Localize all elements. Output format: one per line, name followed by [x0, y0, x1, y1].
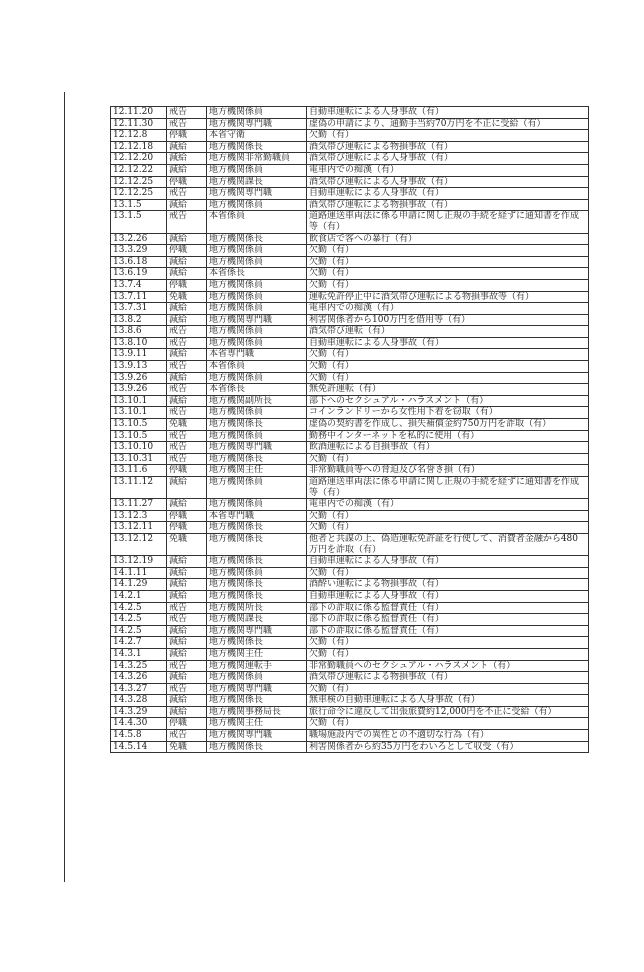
record-date: 12.11.20 — [111, 107, 167, 119]
record-date: 12.12.22 — [111, 164, 167, 176]
record-penalty: 戒告 — [167, 188, 207, 200]
record-description: 酒気帯び運転による物損事故（有） — [307, 672, 589, 684]
record-date: 13.12.3 — [111, 510, 167, 522]
record-description: 他者と共謀の上、偽造運転免許証を行使して、消費者金融から480万円を詐取（有） — [307, 533, 589, 555]
record-row — [111, 188, 589, 200]
record-description: 欠勤（有） — [307, 245, 589, 257]
record-position: 地方機関係長 — [207, 141, 307, 153]
record-date: 12.12.20 — [111, 153, 167, 165]
record-position: 地方機関係員 — [207, 256, 307, 268]
record-position: 本省専門職 — [207, 349, 307, 361]
record-penalty: 戒告 — [167, 407, 207, 419]
record-date: 13.1.5 — [111, 199, 167, 211]
record-description: 自動車運転による人身事故（有） — [307, 337, 589, 349]
record-penalty: 戒告 — [167, 660, 207, 672]
record-penalty: 停職 — [167, 718, 207, 730]
record-position: 地方機関係員 — [207, 291, 307, 303]
record-row — [111, 361, 589, 373]
record-penalty: 減給 — [167, 349, 207, 361]
record-row — [111, 465, 589, 477]
record-position: 地方機関係長 — [207, 637, 307, 649]
record-description: 自動車運転による人身事故（有） — [307, 590, 589, 602]
record-row — [111, 430, 589, 442]
record-date: 14.2.5 — [111, 625, 167, 637]
record-position: 地方機関係員 — [207, 164, 307, 176]
record-position: 地方機関係員 — [207, 407, 307, 419]
record-row — [111, 407, 589, 419]
record-row — [111, 533, 589, 555]
record-position: 地方機関係員 — [207, 672, 307, 684]
record-date: 13.10.1 — [111, 407, 167, 419]
record-row — [111, 372, 589, 384]
record-penalty: 減給 — [167, 625, 207, 637]
left-margin-rule — [64, 92, 65, 882]
record-description: 欠勤（有） — [307, 648, 589, 660]
record-penalty: 減給 — [167, 648, 207, 660]
record-row — [111, 499, 589, 511]
record-penalty: 停職 — [167, 465, 207, 477]
record-row — [111, 602, 589, 614]
record-penalty: 戒告 — [167, 730, 207, 742]
record-row — [111, 291, 589, 303]
record-date: 14.2.7 — [111, 637, 167, 649]
record-penalty: 戒告 — [167, 211, 207, 233]
record-date: 13.10.1 — [111, 395, 167, 407]
record-description: 電車内での痴漢（有） — [307, 164, 589, 176]
record-penalty: 減給 — [167, 706, 207, 718]
record-penalty: 減給 — [167, 695, 207, 707]
record-position: 地方機関係員 — [207, 326, 307, 338]
record-position: 本省係員 — [207, 361, 307, 373]
record-row — [111, 233, 589, 245]
record-description: 非常勤職員へのセクシュアル・ハラスメント（有） — [307, 660, 589, 672]
record-date: 14.3.28 — [111, 695, 167, 707]
record-date: 13.3.29 — [111, 245, 167, 257]
record-description: 虚偽の申請により、通勤手当約70万円を不正に受給（有） — [307, 118, 589, 130]
record-position: 地方機関専門職 — [207, 314, 307, 326]
record-row — [111, 153, 589, 165]
record-row — [111, 695, 589, 707]
record-date: 13.9.26 — [111, 372, 167, 384]
record-date: 12.12.25 — [111, 188, 167, 200]
record-penalty: 減給 — [167, 233, 207, 245]
record-description: 酒酔い運転による物損事故（有） — [307, 579, 589, 591]
record-date: 14.1.11 — [111, 567, 167, 579]
record-date: 12.12.25 — [111, 176, 167, 188]
record-position: 地方機関事務局長 — [207, 706, 307, 718]
record-date: 14.4.30 — [111, 718, 167, 730]
record-row — [111, 199, 589, 211]
record-position: 地方機関係長 — [207, 533, 307, 555]
record-row — [111, 384, 589, 396]
record-position: 地方機関係長 — [207, 579, 307, 591]
record-date: 13.11.12 — [111, 477, 167, 499]
record-row — [111, 477, 589, 499]
record-row — [111, 741, 589, 753]
record-penalty: 減給 — [167, 477, 207, 499]
record-penalty: 戒告 — [167, 430, 207, 442]
record-description: 欠勤（有） — [307, 268, 589, 280]
record-description: 自動車運転による人身事故（有） — [307, 107, 589, 119]
record-description: 利害関係者から100万円を借用等（有） — [307, 314, 589, 326]
record-penalty: 戒告 — [167, 361, 207, 373]
record-date: 14.3.25 — [111, 660, 167, 672]
record-description: 無免許運転（有） — [307, 384, 589, 396]
record-date: 13.9.11 — [111, 349, 167, 361]
record-position: 地方機関主任 — [207, 465, 307, 477]
record-date: 12.11.30 — [111, 118, 167, 130]
record-date: 14.5.14 — [111, 741, 167, 753]
record-position: 地方機関専門職 — [207, 683, 307, 695]
record-row — [111, 522, 589, 534]
record-date: 14.5.8 — [111, 730, 167, 742]
record-date: 13.11.27 — [111, 499, 167, 511]
record-row — [111, 556, 589, 568]
record-position: 地方機関専門職 — [207, 442, 307, 454]
record-penalty: 減給 — [167, 164, 207, 176]
record-date: 13.7.11 — [111, 291, 167, 303]
record-position: 地方機関非常勤職員 — [207, 153, 307, 165]
record-penalty: 停職 — [167, 176, 207, 188]
record-position: 地方機関係員 — [207, 303, 307, 315]
record-penalty: 戒告 — [167, 683, 207, 695]
record-position: 地方機関専門職 — [207, 730, 307, 742]
record-description: 電車内での痴漢（有） — [307, 499, 589, 511]
record-position: 地方機関主任 — [207, 718, 307, 730]
record-row — [111, 130, 589, 142]
record-position: 地方機関係長 — [207, 233, 307, 245]
record-description: 自動車運転による人身事故（有） — [307, 556, 589, 568]
record-penalty: 停職 — [167, 245, 207, 257]
record-description: 欠勤（有） — [307, 349, 589, 361]
record-position: 地方機関係員 — [207, 107, 307, 119]
record-description: 運転免許停止中に酒気帯び運転による物損事故等（有） — [307, 291, 589, 303]
record-position: 地方機関係員 — [207, 567, 307, 579]
record-row — [111, 614, 589, 626]
record-row — [111, 245, 589, 257]
record-date: 13.1.5 — [111, 211, 167, 233]
record-date: 13.12.19 — [111, 556, 167, 568]
record-penalty: 戒告 — [167, 453, 207, 465]
record-penalty: 戒告 — [167, 337, 207, 349]
record-description: 自動車運転による人身事故（有） — [307, 188, 589, 200]
record-row — [111, 672, 589, 684]
record-date: 13.10.10 — [111, 442, 167, 454]
record-description: 道路運送車両法に係る申請に関し正規の手続を経ずに通知書を作成等（有） — [307, 211, 589, 233]
disciplinary-records-table — [110, 106, 589, 753]
record-row — [111, 567, 589, 579]
record-row — [111, 118, 589, 130]
record-description: コインランドリーから女性用下着を窃取（有） — [307, 407, 589, 419]
record-position: 地方機関係員 — [207, 499, 307, 511]
record-row — [111, 164, 589, 176]
record-description: 部下の詐取に係る監督責任（有） — [307, 625, 589, 637]
record-position: 地方機関課長 — [207, 614, 307, 626]
record-penalty: 減給 — [167, 590, 207, 602]
record-row — [111, 648, 589, 660]
record-description: 酒気帯び運転による人身事故（有） — [307, 153, 589, 165]
record-description: 酒気帯び運転（有） — [307, 326, 589, 338]
record-description: 欠勤（有） — [307, 510, 589, 522]
record-penalty: 停職 — [167, 522, 207, 534]
record-penalty: 減給 — [167, 303, 207, 315]
record-description: 欠勤（有） — [307, 256, 589, 268]
record-date: 14.1.29 — [111, 579, 167, 591]
record-date: 13.10.31 — [111, 453, 167, 465]
record-description: 虚偽の契約書を作成し、損失補償金約750万円を詐取（有） — [307, 419, 589, 431]
record-date: 13.8.10 — [111, 337, 167, 349]
record-description: 欠勤（有） — [307, 453, 589, 465]
record-row — [111, 326, 589, 338]
record-date: 13.12.12 — [111, 533, 167, 555]
record-description: 部下へのセクシュアル・ハラスメント（有） — [307, 395, 589, 407]
record-row — [111, 590, 589, 602]
record-position: 本省係長 — [207, 384, 307, 396]
record-position: 地方機関課長 — [207, 176, 307, 188]
record-row — [111, 395, 589, 407]
record-date: 14.2.5 — [111, 614, 167, 626]
record-penalty: 戒告 — [167, 442, 207, 454]
record-row — [111, 579, 589, 591]
record-description: 無車検の自動車運転による人身事故（有） — [307, 695, 589, 707]
record-row — [111, 706, 589, 718]
record-description: 利害関係者から約35万円をわいろとして収受（有） — [307, 741, 589, 753]
record-row — [111, 419, 589, 431]
record-penalty: 戒告 — [167, 118, 207, 130]
record-penalty: 免職 — [167, 419, 207, 431]
record-date: 13.10.5 — [111, 419, 167, 431]
record-date: 13.11.6 — [111, 465, 167, 477]
record-row — [111, 510, 589, 522]
record-position: 地方機関係員 — [207, 337, 307, 349]
record-description: 欠勤（有） — [307, 130, 589, 142]
record-position: 地方機関係長 — [207, 695, 307, 707]
record-position: 地方機関係長 — [207, 590, 307, 602]
record-position: 地方機関係長 — [207, 741, 307, 753]
record-row — [111, 730, 589, 742]
record-penalty: 減給 — [167, 567, 207, 579]
record-position: 地方機関係員 — [207, 245, 307, 257]
record-description: 欠勤（有） — [307, 522, 589, 534]
record-row — [111, 718, 589, 730]
record-description: 非常勤職員等への脅迫及び名誉き損（有） — [307, 465, 589, 477]
record-date: 14.3.26 — [111, 672, 167, 684]
record-position: 本省守衛 — [207, 130, 307, 142]
record-description: 欠勤（有） — [307, 279, 589, 291]
record-date: 13.7.31 — [111, 303, 167, 315]
record-penalty: 停職 — [167, 130, 207, 142]
record-date: 13.9.26 — [111, 384, 167, 396]
record-date: 13.6.18 — [111, 256, 167, 268]
record-position: 地方機関係長 — [207, 453, 307, 465]
record-row — [111, 279, 589, 291]
record-penalty: 免職 — [167, 741, 207, 753]
record-position: 地方機関係員 — [207, 430, 307, 442]
record-row — [111, 141, 589, 153]
record-row — [111, 314, 589, 326]
record-penalty: 戒告 — [167, 326, 207, 338]
record-date: 13.8.6 — [111, 326, 167, 338]
record-date: 12.12.8 — [111, 130, 167, 142]
record-date: 14.3.1 — [111, 648, 167, 660]
record-row — [111, 256, 589, 268]
record-row — [111, 660, 589, 672]
record-penalty: 戒告 — [167, 384, 207, 396]
record-penalty: 停職 — [167, 279, 207, 291]
record-penalty: 減給 — [167, 256, 207, 268]
record-row — [111, 337, 589, 349]
record-penalty: 減給 — [167, 372, 207, 384]
record-date: 13.12.11 — [111, 522, 167, 534]
record-penalty: 免職 — [167, 291, 207, 303]
record-date: 14.2.1 — [111, 590, 167, 602]
record-position: 地方機関運転手 — [207, 660, 307, 672]
record-position: 地方機関専門職 — [207, 188, 307, 200]
record-description: 道路運送車両法に係る申請に関し正規の手続を経ずに通知書を作成等（有） — [307, 477, 589, 499]
record-penalty: 減給 — [167, 314, 207, 326]
record-penalty: 戒告 — [167, 614, 207, 626]
record-row — [111, 303, 589, 315]
record-penalty: 戒告 — [167, 602, 207, 614]
record-penalty: 減給 — [167, 637, 207, 649]
record-row — [111, 349, 589, 361]
record-position: 地方機関副所長 — [207, 395, 307, 407]
record-description: 欠勤（有） — [307, 637, 589, 649]
record-description: 酒気帯び運転による物損事故（有） — [307, 199, 589, 211]
record-date: 14.2.5 — [111, 602, 167, 614]
record-date: 13.9.13 — [111, 361, 167, 373]
record-row — [111, 442, 589, 454]
record-date: 14.3.29 — [111, 706, 167, 718]
record-penalty: 免職 — [167, 533, 207, 555]
record-position: 地方機関係員 — [207, 477, 307, 499]
record-date: 13.7.4 — [111, 279, 167, 291]
record-description: 酒気帯び運転による人身事故（有） — [307, 176, 589, 188]
record-description: 勤務中インターネットを私的に使用（有） — [307, 430, 589, 442]
record-penalty: 減給 — [167, 579, 207, 591]
record-penalty: 停職 — [167, 510, 207, 522]
record-description: 欠勤（有） — [307, 567, 589, 579]
record-position: 地方機関係長 — [207, 419, 307, 431]
record-penalty: 減給 — [167, 199, 207, 211]
record-description: 欠勤（有） — [307, 683, 589, 695]
record-position: 本省専門職 — [207, 510, 307, 522]
record-position: 地方機関係員 — [207, 372, 307, 384]
record-description: 電車内での痴漢（有） — [307, 303, 589, 315]
record-description: 部下の詐取に係る監督責任（有） — [307, 614, 589, 626]
record-description: 飲食店で客への暴行（有） — [307, 233, 589, 245]
record-row — [111, 625, 589, 637]
record-row — [111, 683, 589, 695]
record-row — [111, 453, 589, 465]
record-description: 欠勤（有） — [307, 361, 589, 373]
record-penalty: 戒告 — [167, 107, 207, 119]
record-penalty: 減給 — [167, 268, 207, 280]
record-date: 13.6.19 — [111, 268, 167, 280]
record-row — [111, 268, 589, 280]
record-row — [111, 107, 589, 119]
record-description: 飲酒運転による自損事故（有） — [307, 442, 589, 454]
record-penalty: 減給 — [167, 556, 207, 568]
record-position: 地方機関係長 — [207, 556, 307, 568]
record-row — [111, 211, 589, 233]
record-penalty: 減給 — [167, 141, 207, 153]
record-position: 地方機関専門職 — [207, 118, 307, 130]
record-position: 地方機関係長 — [207, 522, 307, 534]
record-row — [111, 637, 589, 649]
record-description: 職場施設内での異性との不適切な行為（有） — [307, 730, 589, 742]
record-position: 地方機関所長 — [207, 602, 307, 614]
record-description: 欠勤（有） — [307, 372, 589, 384]
record-description: 酒気帯び運転による物損事故（有） — [307, 141, 589, 153]
record-position: 地方機関専門職 — [207, 625, 307, 637]
record-description: 欠勤（有） — [307, 718, 589, 730]
record-date: 14.3.27 — [111, 683, 167, 695]
record-penalty: 減給 — [167, 395, 207, 407]
record-description: 旅行命令に違反して出張旅費約12,000円を不正に受給（有） — [307, 706, 589, 718]
record-penalty: 減給 — [167, 153, 207, 165]
record-date: 13.10.5 — [111, 430, 167, 442]
record-position: 本省係長 — [207, 268, 307, 280]
record-position: 地方機関係員 — [207, 279, 307, 291]
records-body — [111, 107, 589, 753]
record-row — [111, 176, 589, 188]
record-penalty: 減給 — [167, 672, 207, 684]
record-position: 地方機関係員 — [207, 199, 307, 211]
record-position: 地方機関主任 — [207, 648, 307, 660]
record-date: 13.2.26 — [111, 233, 167, 245]
record-date: 13.8.2 — [111, 314, 167, 326]
record-date: 12.12.18 — [111, 141, 167, 153]
record-penalty: 減給 — [167, 499, 207, 511]
record-description: 部下の詐取に係る監督責任（有） — [307, 602, 589, 614]
record-position: 本省係員 — [207, 211, 307, 233]
